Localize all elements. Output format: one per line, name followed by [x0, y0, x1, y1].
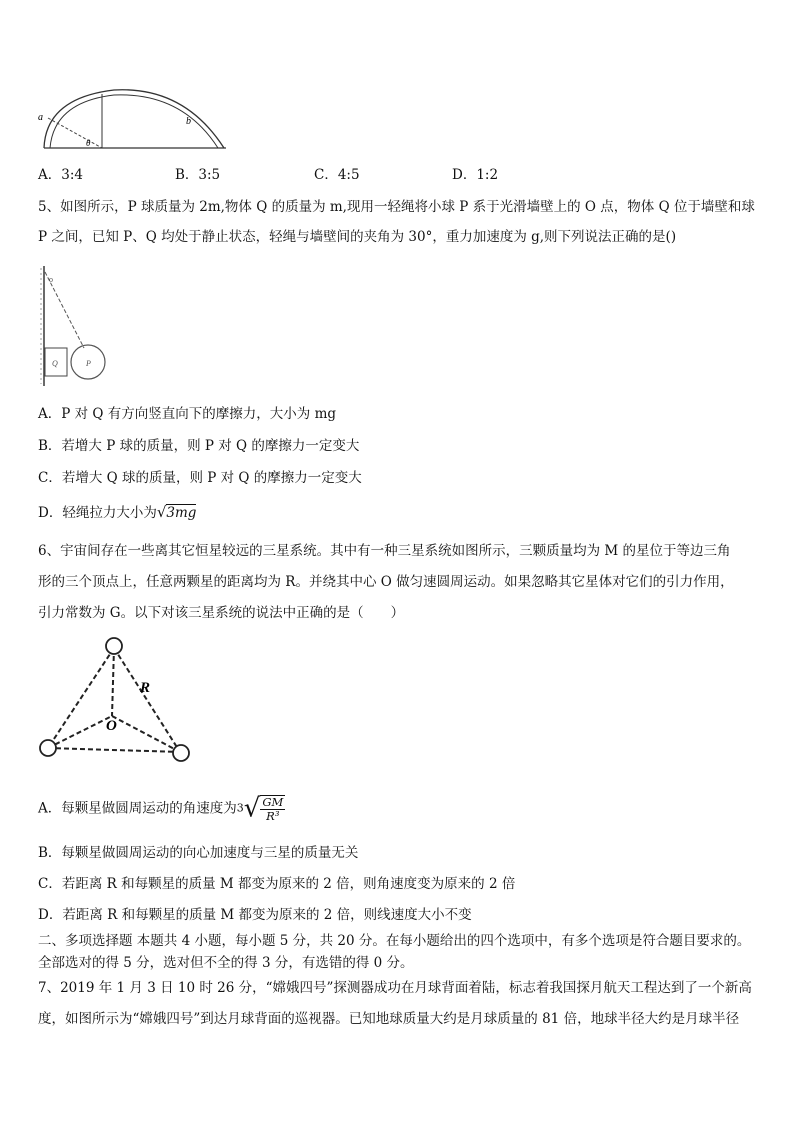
q6-side-right [114, 648, 180, 752]
q4-outer-arc [44, 90, 224, 148]
q5-label-o: o [49, 275, 53, 284]
section2-heading-line-1: 二、多项选择题 本题共 4 小题，每小题 5 分，共 20 分。在每小题给出的四个选项中，有多个选项是符合题目要求的。 [38, 933, 751, 949]
q4-option-c[interactable]: C．4:5 [314, 167, 360, 183]
q5-label-q: Q [52, 359, 58, 368]
q5-option-d-text: D．轻绳拉力大小为 [38, 505, 157, 521]
q5-option-d[interactable] [38, 503, 196, 522]
q4-option-d[interactable]: D．1:2 [452, 167, 499, 183]
q6-radius-left [48, 716, 112, 748]
q6-side-bottom [48, 748, 180, 752]
q6-label-o: O [106, 718, 117, 734]
q6-radius-top [112, 648, 114, 716]
q6-three-star-figure [34, 632, 194, 764]
q5-stem-line-1: 5、如图所示，P 球质量为 2m,物体 Q 的质量为 m,现用一轻绳将小球 P 系于光滑墙壁上的 O 点，物体 Q 位于墙壁和球 [38, 199, 755, 215]
q6-radius-right [112, 716, 180, 752]
section2-heading-line-2: 全部选对的得 5 分，选对但不全的得 3 分，有选错的得 0 分。 [38, 955, 414, 971]
q6-star-right [173, 745, 189, 761]
sqrt-sign-icon: √ [156, 503, 167, 521]
q6-star-left [40, 740, 56, 756]
q4-label-b: b [186, 116, 191, 127]
q6-option-a-text: A．每颗星做圆周运动的角速度为 [38, 800, 237, 817]
q4-radius-a [48, 118, 102, 148]
q5-stem-line-2: P 之间，已知 P、Q 均处于静止状态，轻绳与墙壁间的夹角为 30°，重力加速度为 g,则下列说法正确的是() [38, 229, 677, 245]
q4-inner-arc [50, 95, 218, 148]
q5-wall-ball-figure [36, 262, 116, 390]
q6-option-a-denominator: R³ [266, 808, 280, 823]
q4-arc-figure [34, 78, 234, 154]
q5-option-b[interactable]: B．若增大 P 球的质量，则 P 对 Q 的摩擦力一定变大 [38, 438, 360, 454]
sqrt-sign-icon: √ [243, 793, 261, 824]
q6-option-a[interactable] [38, 792, 285, 828]
q4-option-b[interactable]: B．3:5 [175, 167, 221, 183]
q6-option-a-numerator: GM [262, 794, 284, 809]
q6-option-b[interactable]: B．每颗星做圆周运动的向心加速度与三星的质量无关 [38, 845, 359, 861]
q6-stem-line-2: 形的三个顶点上，任意两颗星的距离均为 R。并绕其中心 O 做匀速圆周运动。如果忽略其它星体对它们的引力作用， [38, 574, 734, 590]
q6-option-d[interactable]: D．若距离 R 和每颗星的质量 M 都变为原来的 2 倍，则线速度大小不变 [38, 907, 472, 923]
q5-option-a[interactable]: A．P 对 Q 有方向竖直向下的摩擦力，大小为 mg [38, 406, 337, 422]
q6-stem-line-1: 6、宇宙间存在一些离其它恒星较远的三星系统。其中有一种三星系统如图所示，三颗质量均为 M 的星位于等边三角 [38, 543, 731, 559]
q5-label-p: P [86, 359, 91, 368]
q6-side-left [48, 648, 114, 748]
q4-option-a[interactable]: A．3:4 [38, 167, 83, 183]
q7-stem-line-2: 度，如图所示为“嫦娥四号”到达月球背面的巡视器。已知地球质量大约是月球质量的 81 倍，地球半径大约是月球半径 [38, 1011, 740, 1027]
q7-stem-line-1: 7、2019 年 1 月 3 日 10 时 26 分，“嫦娥四号”探测器成功在月球背面着陆，标志着我国探月航天工程达到了一个新高 [38, 980, 752, 996]
q4-label-a: a [38, 112, 43, 123]
q4-label-theta: θ [86, 138, 91, 148]
q6-star-top [106, 638, 122, 654]
q6-stem-line-3: 引力常数为 G。以下对该三星系统的说法中正确的是（ ） [38, 605, 405, 621]
q6-option-a-fraction [260, 795, 285, 823]
q6-label-r: R [140, 680, 151, 696]
q6-option-a-root-index: 3 [236, 801, 244, 815]
q6-option-c[interactable]: C．若距离 R 和每颗星的质量 M 都变为原来的 2 倍，则角速度变为原来的 2 倍 [38, 876, 516, 892]
q5-option-d-math: 3mg [166, 505, 197, 521]
q5-option-c[interactable]: C．若增大 Q 球的质量，则 P 对 Q 的摩擦力一定变大 [38, 470, 362, 486]
